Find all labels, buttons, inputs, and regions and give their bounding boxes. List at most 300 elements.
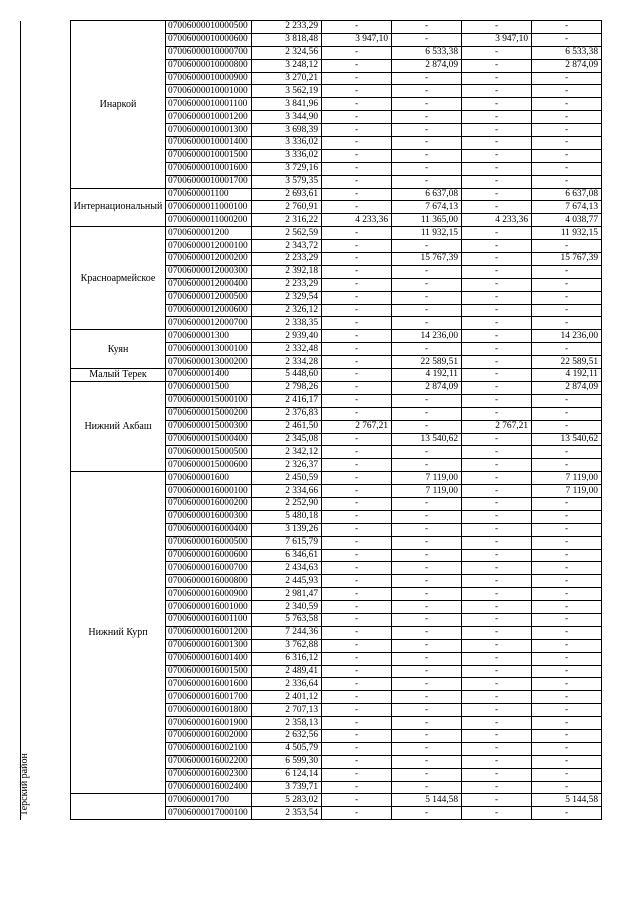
value-col-5: -: [462, 253, 532, 266]
value-col-6: -: [532, 420, 602, 433]
base-value: 2 343,72: [252, 240, 322, 253]
value-col-3: -: [322, 59, 392, 72]
settlement-name: Нижний Акбаш: [71, 381, 166, 471]
value-col-4: 2 874,09: [392, 59, 462, 72]
value-col-3: -: [322, 626, 392, 639]
value-col-6: -: [532, 124, 602, 137]
value-col-6: -: [532, 317, 602, 330]
cadastral-code: 07006000016002400: [166, 781, 252, 794]
value-col-5: -: [462, 433, 532, 446]
value-col-4: -: [392, 549, 462, 562]
value-col-4: -: [392, 639, 462, 652]
base-value: 3 729,16: [252, 162, 322, 175]
value-col-4: 7 119,00: [392, 485, 462, 498]
cadastral-code: 07006000015000100: [166, 394, 252, 407]
cadastral-code: 07006000016001800: [166, 704, 252, 717]
cadastral-code: 07006000016001100: [166, 613, 252, 626]
value-col-3: -: [322, 601, 392, 614]
value-col-4: -: [392, 613, 462, 626]
value-col-4: 5 144,58: [392, 794, 462, 807]
settlement-name: Инаркой: [71, 21, 166, 189]
value-col-4: -: [392, 768, 462, 781]
cadastral-code: 07006000010001600: [166, 162, 252, 175]
value-col-4: -: [392, 665, 462, 678]
value-col-6: -: [532, 717, 602, 730]
value-col-6: -: [532, 781, 602, 794]
base-value: 3 248,12: [252, 59, 322, 72]
value-col-3: -: [322, 485, 392, 498]
value-col-5: -: [462, 665, 532, 678]
value-col-5: -: [462, 459, 532, 472]
value-col-5: -: [462, 588, 532, 601]
value-col-4: -: [392, 678, 462, 691]
base-value: 3 344,90: [252, 111, 322, 124]
value-col-4: 4 192,11: [392, 369, 462, 382]
value-col-5: -: [462, 575, 532, 588]
cadastral-code: 07006000012000300: [166, 265, 252, 278]
value-col-6: -: [532, 162, 602, 175]
value-col-3: -: [322, 407, 392, 420]
value-col-4: -: [392, 420, 462, 433]
value-col-4: -: [392, 536, 462, 549]
base-value: 2 329,54: [252, 291, 322, 304]
value-col-3: -: [322, 510, 392, 523]
value-col-3: -: [322, 111, 392, 124]
value-col-6: 22 589,51: [532, 356, 602, 369]
base-value: 2 358,13: [252, 717, 322, 730]
value-col-5: -: [462, 691, 532, 704]
value-col-5: -: [462, 407, 532, 420]
value-col-6: -: [532, 343, 602, 356]
cadastral-code: 07006000016001000: [166, 601, 252, 614]
value-col-5: -: [462, 768, 532, 781]
value-col-6: 14 236,00: [532, 330, 602, 343]
cadastral-code: 07006000010001300: [166, 124, 252, 137]
value-col-4: -: [392, 343, 462, 356]
value-col-5: -: [462, 369, 532, 382]
value-col-4: 6 637,08: [392, 188, 462, 201]
value-col-6: -: [532, 149, 602, 162]
cadastral-code: 07006000011000100: [166, 201, 252, 214]
value-col-5: -: [462, 497, 532, 510]
value-col-6: 6 533,38: [532, 46, 602, 59]
district-label: Терский район: [19, 752, 30, 816]
cadastral-code: 07006000016001900: [166, 717, 252, 730]
value-col-3: -: [322, 124, 392, 137]
value-col-6: 2 874,09: [532, 59, 602, 72]
value-col-5: 3 947,10: [462, 33, 532, 46]
value-col-4: -: [392, 704, 462, 717]
value-col-5: -: [462, 124, 532, 137]
base-value: 3 739,71: [252, 781, 322, 794]
table-row: [21, 472, 602, 485]
value-col-5: -: [462, 304, 532, 317]
value-col-5: -: [462, 523, 532, 536]
value-col-5: -: [462, 717, 532, 730]
base-value: 2 334,66: [252, 485, 322, 498]
cadastral-code: 07006000016000100: [166, 485, 252, 498]
value-col-4: 14 236,00: [392, 330, 462, 343]
value-col-4: -: [392, 72, 462, 85]
value-col-5: -: [462, 111, 532, 124]
value-col-3: -: [322, 588, 392, 601]
value-col-5: -: [462, 755, 532, 768]
base-value: 2 445,93: [252, 575, 322, 588]
cadastral-code: 07006000016000200: [166, 497, 252, 510]
value-col-5: -: [462, 510, 532, 523]
value-col-5: -: [462, 613, 532, 626]
cadastral-code: 07006000012000500: [166, 291, 252, 304]
value-col-6: -: [532, 807, 602, 820]
value-col-6: -: [532, 768, 602, 781]
value-col-4: -: [392, 626, 462, 639]
value-col-4: -: [392, 291, 462, 304]
value-col-5: -: [462, 807, 532, 820]
cadastral-code: 07006000016001600: [166, 678, 252, 691]
value-col-3: -: [322, 343, 392, 356]
value-col-4: 22 589,51: [392, 356, 462, 369]
base-value: 2 693,61: [252, 188, 322, 201]
base-value: 2 326,37: [252, 459, 322, 472]
base-value: 3 336,02: [252, 149, 322, 162]
value-col-3: 2 767,21: [322, 420, 392, 433]
value-col-4: -: [392, 407, 462, 420]
value-col-3: -: [322, 72, 392, 85]
cadastral-code: 07006000015000200: [166, 407, 252, 420]
value-col-6: 4 038,77: [532, 214, 602, 227]
base-value: 5 763,58: [252, 613, 322, 626]
value-col-5: -: [462, 781, 532, 794]
base-value: 2 401,12: [252, 691, 322, 704]
value-col-4: -: [392, 162, 462, 175]
value-col-5: -: [462, 137, 532, 150]
value-col-5: -: [462, 562, 532, 575]
base-value: 3 818,48: [252, 33, 322, 46]
value-col-3: 4 233,36: [322, 214, 392, 227]
cadastral-code: 07006000016000700: [166, 562, 252, 575]
value-col-5: -: [462, 162, 532, 175]
value-col-6: 7 119,00: [532, 485, 602, 498]
table-row: [21, 227, 602, 240]
base-value: 5 448,60: [252, 369, 322, 382]
value-col-6: -: [532, 459, 602, 472]
base-value: 2 707,13: [252, 704, 322, 717]
value-col-4: 11 932,15: [392, 227, 462, 240]
cadastral-code: 07006000012000400: [166, 278, 252, 291]
value-col-4: 7 674,13: [392, 201, 462, 214]
value-col-6: -: [532, 601, 602, 614]
value-col-4: -: [392, 742, 462, 755]
value-col-4: -: [392, 265, 462, 278]
value-col-5: -: [462, 639, 532, 652]
cadastral-code: 07006000010001700: [166, 175, 252, 188]
base-value: 3 579,35: [252, 175, 322, 188]
value-col-3: -: [322, 613, 392, 626]
base-value: 7 615,79: [252, 536, 322, 549]
cadastral-code: 07006000016001300: [166, 639, 252, 652]
value-col-6: -: [532, 98, 602, 111]
value-col-5: -: [462, 446, 532, 459]
value-col-5: -: [462, 330, 532, 343]
value-col-4: -: [392, 137, 462, 150]
value-col-6: -: [532, 278, 602, 291]
value-col-3: -: [322, 575, 392, 588]
value-col-3: -: [322, 175, 392, 188]
value-col-6: -: [532, 575, 602, 588]
value-col-5: -: [462, 72, 532, 85]
value-col-5: -: [462, 626, 532, 639]
value-col-3: -: [322, 755, 392, 768]
value-col-4: -: [392, 510, 462, 523]
value-col-6: -: [532, 678, 602, 691]
cadastral-code: 07006000016001700: [166, 691, 252, 704]
value-col-6: 13 540,62: [532, 433, 602, 446]
value-col-6: -: [532, 626, 602, 639]
value-col-3: -: [322, 278, 392, 291]
value-col-3: -: [322, 291, 392, 304]
value-col-4: -: [392, 459, 462, 472]
value-col-5: -: [462, 291, 532, 304]
cadastral-code: 07006000016002100: [166, 742, 252, 755]
cadastral-code: 07006000015000300: [166, 420, 252, 433]
cadastral-code: 07006000016001500: [166, 665, 252, 678]
value-col-3: -: [322, 162, 392, 175]
cadastral-code: 0700600001300: [166, 330, 252, 343]
table-row: [21, 330, 602, 343]
value-col-5: -: [462, 704, 532, 717]
settlement-name: Интернациональный: [71, 188, 166, 227]
base-value: 3 270,21: [252, 72, 322, 85]
value-col-3: -: [322, 497, 392, 510]
value-col-4: -: [392, 575, 462, 588]
cadastral-code: 07006000010001400: [166, 137, 252, 150]
value-col-3: -: [322, 433, 392, 446]
base-value: 3 562,19: [252, 85, 322, 98]
cadastral-code: 07006000016000400: [166, 523, 252, 536]
base-value: 2 450,59: [252, 472, 322, 485]
base-value: 5 480,18: [252, 510, 322, 523]
cadastral-code: 07006000010000700: [166, 46, 252, 59]
value-col-6: -: [532, 549, 602, 562]
value-col-5: -: [462, 59, 532, 72]
base-value: 2 326,12: [252, 304, 322, 317]
value-col-6: 5 144,58: [532, 794, 602, 807]
value-col-4: -: [392, 240, 462, 253]
base-value: 2 416,17: [252, 394, 322, 407]
cadastral-code: 07006000010001100: [166, 98, 252, 111]
base-value: 2 336,64: [252, 678, 322, 691]
value-col-3: -: [322, 549, 392, 562]
value-col-5: -: [462, 742, 532, 755]
base-value: 2 353,54: [252, 807, 322, 820]
table-row: [21, 369, 602, 382]
value-col-4: 13 540,62: [392, 433, 462, 446]
base-value: 2 252,90: [252, 497, 322, 510]
value-col-6: -: [532, 265, 602, 278]
cadastral-code: 07006000016000900: [166, 588, 252, 601]
value-col-4: -: [392, 317, 462, 330]
value-col-6: -: [532, 755, 602, 768]
cadastral-code: 07006000016000500: [166, 536, 252, 549]
value-col-4: -: [392, 807, 462, 820]
value-col-4: 15 767,39: [392, 253, 462, 266]
value-col-4: -: [392, 33, 462, 46]
base-value: 2 340,59: [252, 601, 322, 614]
value-col-6: -: [532, 704, 602, 717]
value-col-6: -: [532, 21, 602, 34]
value-col-4: -: [392, 98, 462, 111]
base-value: 2 342,12: [252, 446, 322, 459]
value-col-3: -: [322, 356, 392, 369]
value-col-6: -: [532, 523, 602, 536]
value-col-3: -: [322, 188, 392, 201]
value-col-6: 4 192,11: [532, 369, 602, 382]
value-col-6: -: [532, 85, 602, 98]
value-col-3: -: [322, 704, 392, 717]
base-value: 2 489,41: [252, 665, 322, 678]
value-col-3: -: [322, 652, 392, 665]
value-col-3: -: [322, 639, 392, 652]
value-col-5: -: [462, 98, 532, 111]
value-col-4: 2 874,09: [392, 381, 462, 394]
value-col-3: -: [322, 253, 392, 266]
value-col-6: -: [532, 33, 602, 46]
value-col-5: -: [462, 652, 532, 665]
value-col-3: -: [322, 85, 392, 98]
value-col-5: -: [462, 549, 532, 562]
cadastral-code: 07006000015000600: [166, 459, 252, 472]
cadastral-code: 07006000016000300: [166, 510, 252, 523]
value-col-5: -: [462, 356, 532, 369]
value-col-3: -: [322, 149, 392, 162]
base-value: 4 505,79: [252, 742, 322, 755]
value-col-3: -: [322, 536, 392, 549]
cadastral-code: 07006000012000600: [166, 304, 252, 317]
value-col-6: 15 767,39: [532, 253, 602, 266]
base-value: 3 336,02: [252, 137, 322, 150]
value-col-5: -: [462, 343, 532, 356]
table-row: [21, 381, 602, 394]
value-col-5: -: [462, 85, 532, 98]
value-col-6: -: [532, 613, 602, 626]
district-cell: [21, 21, 71, 820]
base-value: 6 346,61: [252, 549, 322, 562]
cadastral-code: 07006000016001200: [166, 626, 252, 639]
cadastral-code: 07006000015000500: [166, 446, 252, 459]
value-col-4: -: [392, 446, 462, 459]
value-col-5: -: [462, 149, 532, 162]
cadastral-code: 0700600001500: [166, 381, 252, 394]
value-col-5: -: [462, 485, 532, 498]
base-value: 5 283,02: [252, 794, 322, 807]
value-col-3: -: [322, 137, 392, 150]
value-col-5: -: [462, 317, 532, 330]
value-col-4: -: [392, 523, 462, 536]
settlement-name: Малый Терек: [71, 369, 166, 382]
base-value: 2 233,29: [252, 253, 322, 266]
value-col-5: -: [462, 265, 532, 278]
value-col-6: -: [532, 394, 602, 407]
value-col-3: -: [322, 240, 392, 253]
value-col-4: -: [392, 497, 462, 510]
value-col-3: -: [322, 678, 392, 691]
base-value: 2 233,29: [252, 278, 322, 291]
value-col-4: -: [392, 149, 462, 162]
value-col-6: 7 674,13: [532, 201, 602, 214]
base-value: 2 338,35: [252, 317, 322, 330]
value-col-4: 6 533,38: [392, 46, 462, 59]
data-table: [20, 20, 602, 820]
cadastral-code: 07006000010000900: [166, 72, 252, 85]
value-col-4: -: [392, 588, 462, 601]
value-col-3: -: [322, 21, 392, 34]
cadastral-code: 07006000010001500: [166, 149, 252, 162]
base-value: 6 316,12: [252, 652, 322, 665]
value-col-3: -: [322, 472, 392, 485]
value-col-4: -: [392, 85, 462, 98]
cadastral-code: 07006000013000100: [166, 343, 252, 356]
value-col-6: 7 119,00: [532, 472, 602, 485]
cadastral-code: 0700600001700: [166, 794, 252, 807]
value-col-5: -: [462, 678, 532, 691]
base-value: 6 124,14: [252, 768, 322, 781]
base-value: 2 332,48: [252, 343, 322, 356]
cadastral-code: 07006000010000800: [166, 59, 252, 72]
value-col-5: -: [462, 278, 532, 291]
cadastral-code: 07006000013000200: [166, 356, 252, 369]
cadastral-code: 0700600001400: [166, 369, 252, 382]
base-value: 7 244,36: [252, 626, 322, 639]
value-col-6: -: [532, 510, 602, 523]
value-col-5: -: [462, 240, 532, 253]
base-value: 2 562,59: [252, 227, 322, 240]
value-col-5: -: [462, 536, 532, 549]
base-value: 3 841,96: [252, 98, 322, 111]
value-col-5: -: [462, 794, 532, 807]
value-col-6: -: [532, 639, 602, 652]
base-value: 2 334,28: [252, 356, 322, 369]
cadastral-code: 07006000016002200: [166, 755, 252, 768]
cadastral-code: 07006000012000200: [166, 253, 252, 266]
value-col-3: -: [322, 265, 392, 278]
value-col-3: -: [322, 729, 392, 742]
settlement-name: Куян: [71, 330, 166, 369]
settlement-name: Нижний Курп: [71, 472, 166, 794]
value-col-3: -: [322, 98, 392, 111]
base-value: 2 939,40: [252, 330, 322, 343]
table-row: [21, 21, 602, 34]
value-col-6: -: [532, 652, 602, 665]
value-col-5: 2 767,21: [462, 420, 532, 433]
value-col-4: -: [392, 111, 462, 124]
value-col-6: -: [532, 742, 602, 755]
value-col-6: -: [532, 111, 602, 124]
value-col-6: -: [532, 729, 602, 742]
cadastral-code: 07006000011000200: [166, 214, 252, 227]
base-value: 2 981,47: [252, 588, 322, 601]
value-col-4: -: [392, 304, 462, 317]
base-value: 3 762,88: [252, 639, 322, 652]
base-value: 2 233,29: [252, 21, 322, 34]
value-col-5: -: [462, 201, 532, 214]
table-body: [21, 21, 602, 820]
value-col-4: -: [392, 124, 462, 137]
base-value: 6 599,30: [252, 755, 322, 768]
value-col-5: -: [462, 175, 532, 188]
cadastral-code: 07006000010001000: [166, 85, 252, 98]
value-col-3: -: [322, 781, 392, 794]
value-col-5: -: [462, 21, 532, 34]
